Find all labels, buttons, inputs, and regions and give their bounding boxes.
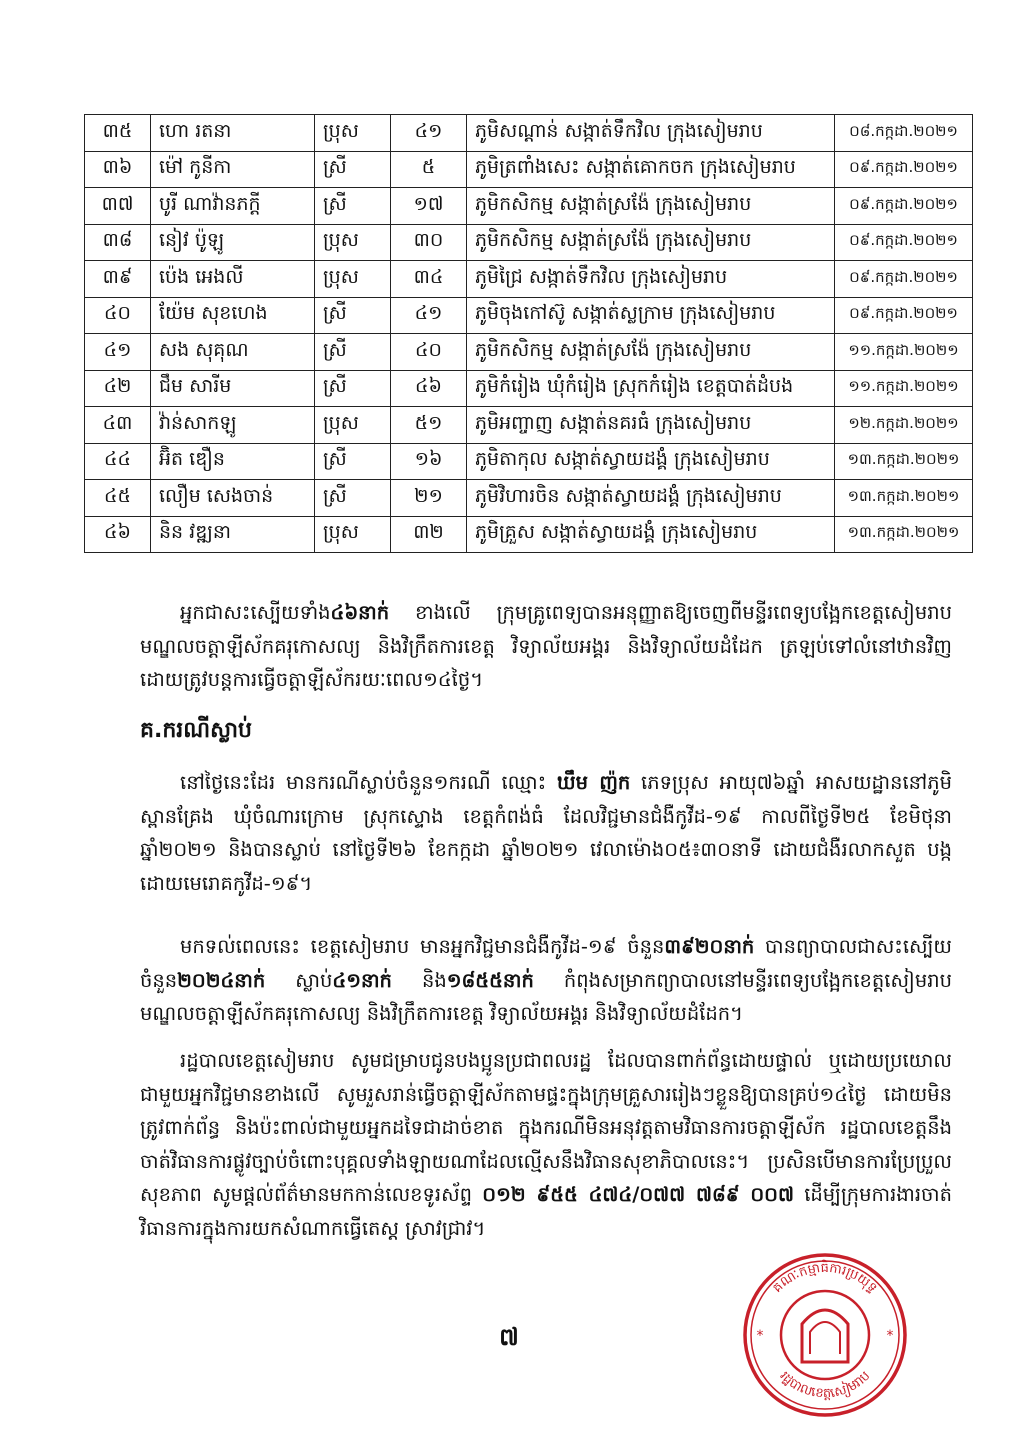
summary-text-2: បានព្យាបាលជាសះស្បើយចំនួន [140, 935, 953, 992]
cell-age: ២១ [391, 480, 467, 517]
cell-name: លឿម សេងចាន់ [151, 480, 315, 517]
recovered-count: ៤៦នាក់ [330, 601, 390, 624]
table-row [85, 407, 973, 444]
cell-address: ភូមិតាកុល សង្កាត់ស្វាយដង្គំ ក្រុងសៀមរាប [467, 443, 835, 480]
cell-age: ១៦ [391, 443, 467, 480]
cases-table-body [85, 115, 973, 553]
seal-top-text: គណៈកម្មាធិការប្រយុទ្ធ [770, 1260, 880, 1296]
cell-number: ៤៥ [85, 480, 151, 517]
cell-name: ម៉ៅ កូនីកា [151, 151, 315, 188]
cell-sex: ប្រុស [315, 224, 391, 261]
cell-number: ៤២ [85, 370, 151, 407]
cell-sex: ស្រី [315, 443, 391, 480]
table-row [85, 115, 973, 152]
death-text: ភេទប្រុស អាយុ៧៦ឆ្នាំ អាសយដ្ឋាននៅភូមិស្ពានគ្រែង ឃុំចំណារក្រោម ស្រុកស្ទោង ខេត្តកំពង់ធំ ដែលវិជ្ជមានជំងឺកូវីដ-១៩ កាលពីថ្ងៃទី២៥ ខែមិថុនា ឆ្នាំ២០២១ និងបានស្លាប់ នៅថ្ងៃទី២៦ ខែកក្កដា ឆ្នាំ២០២១ វេលាម៉ោង០៥៖៣០នាទី ដោយជំងឺរលាកសួត បង្កដោយមេរោគកូវីដ-១៩។ [140, 771, 952, 895]
recovered-text: ខាងលើ ក្រុមគ្រូពេទ្យបានអនុញ្ញាតឱ្យចេញពីមន្ទីរពេទ្យបង្អែកខេត្តសៀមរាប មណ្ឌលចត្តាឡីស័កគរុកោសល្យ និងវិក្រឹតការខេត្ត វិទ្យាល័យអង្គរ និងវិទ្យាល័យដំដែក ត្រឡប់ទៅលំនៅឋានវិញ ដោយត្រូវបន្តការធ្វើចត្តាឡីស័ករយៈពេល១៤ថ្ងៃ។ [140, 601, 952, 691]
cell-age: ៣៤ [391, 261, 467, 298]
cell-address: ភូមិកសិកម្ម សង្កាត់ស្រង៉ែ ក្រុងសៀមរាប [467, 188, 835, 225]
cell-number: ៣៧ [85, 188, 151, 225]
summary-paragraph [140, 930, 952, 1031]
cell-name: នៀវ ប៉ូឡូ [151, 224, 315, 261]
table-row [85, 151, 973, 188]
section-heading-deaths: គ.ករណីស្លាប់ [140, 718, 253, 743]
cell-date: ១១.កក្កដា.២០២១ [835, 334, 973, 371]
cell-address: ភូមិកំរៀង ឃុំកំរៀង ស្រុកកំរៀង ខេត្តបាត់ដំបង [467, 370, 835, 407]
table-row [85, 370, 973, 407]
cell-name: និន វឌ្ឍនា [151, 516, 315, 553]
cell-sex: ប្រុស [315, 115, 391, 152]
cell-name: យ៉ែម សុខហេង [151, 297, 315, 334]
cell-sex: ស្រី [315, 151, 391, 188]
cell-age: ៤០ [391, 334, 467, 371]
death-name: ឃឹម ញ៉ក [557, 771, 631, 794]
cell-date: ០៩.កក្កដា.២០២១ [835, 224, 973, 261]
cell-date: ១៣.កក្កដា.២០២១ [835, 516, 973, 553]
cell-sex: ស្រី [315, 370, 391, 407]
cell-address: ភូមិសណ្ដាន់ សង្កាត់ទឹកវិល ក្រុងសៀមរាប [467, 115, 835, 152]
cell-date: ០៩.កក្កដា.២០២១ [835, 297, 973, 334]
cell-age: ៥ [391, 151, 467, 188]
cell-date: ០៨.កក្កដា.២០២១ [835, 115, 973, 152]
seal-bottom-text: រដ្ឋបាលខេត្តសៀមរាប [776, 1368, 874, 1402]
cell-date: ១៣.កក្កដា.២០២១ [835, 443, 973, 480]
cell-number: ៣៨ [85, 224, 151, 261]
cell-name: អ៊ិត ឌឿន [151, 443, 315, 480]
cell-address: ភូមិចុងកៅស៊ូ សង្កាត់ស្លក្រាម ក្រុងសៀមរាប [467, 297, 835, 334]
recovered-paragraph [140, 596, 952, 697]
cell-date: ១៣.កក្កដា.២០២១ [835, 480, 973, 517]
cell-number: ៤០ [85, 297, 151, 334]
summary-text-4: និង [391, 968, 447, 992]
cell-date: ០៩.កក្កដា.២០២១ [835, 261, 973, 298]
table-row [85, 516, 973, 553]
cell-number: ៤៤ [85, 443, 151, 480]
cell-sex: ស្រី [315, 480, 391, 517]
table-row [85, 224, 973, 261]
summary-text-5: កំពុងសម្រាកព្យាបាលនៅមន្ទីរពេទ្យបង្អែកខេត្តសៀមរាប មណ្ឌលចត្តាឡីស័កគរុកោសល្យ និងវិក្រឹតការខេត្ត វិទ្យាល័យអង្គរ និងវិទ្យាល័យដំដែក។ [140, 968, 952, 1025]
cell-name: បូរី ណាវ៉ានភក្តី [151, 188, 315, 225]
notice-text-2: ដើម្បីក្រុមការងារចាត់វិធានការក្នុងការយកសំណាកធ្វើតេស្ត ស្រាវជ្រាវ។ [140, 1183, 952, 1240]
cell-name: សង សុគុណ [151, 334, 315, 371]
summary-total-cases: ៣៩២០នាក់ [664, 935, 755, 958]
svg-text:*: * [756, 1328, 764, 1344]
cell-age: ៤១ [391, 115, 467, 152]
cell-number: ៣៥ [85, 115, 151, 152]
table-row [85, 334, 973, 371]
cell-age: ៣០ [391, 224, 467, 261]
cell-number: ៤៣ [85, 407, 151, 444]
cell-number: ៤៦ [85, 516, 151, 553]
cell-name: ហោ រតនា [151, 115, 315, 152]
cell-sex: ប្រុស [315, 516, 391, 553]
cell-address: ភូមិកសិកម្ម សង្កាត់ស្រង៉ែ ក្រុងសៀមរាប [467, 224, 835, 261]
death-lead: នៅថ្ងៃនេះដែរ មានករណីស្លាប់ចំនួន១ករណី ឈ្មោះ [180, 771, 558, 794]
death-paragraph [140, 766, 952, 900]
cell-age: ៤១ [391, 297, 467, 334]
cell-address: ភូមិត្រពាំងសេះ សង្កាត់គោកចក ក្រុងសៀមរាប [467, 151, 835, 188]
cell-address: ភូមិគ្រួស សង្កាត់ស្វាយដង្គំ ក្រុងសៀមរាប [467, 516, 835, 553]
cell-number: ៣៩ [85, 261, 151, 298]
table-row [85, 261, 973, 298]
summary-text-1: មកទល់ពេលនេះ ខេត្តសៀមរាប មានអ្នកវិជ្ជមានជំងឺកូវីដ-១៩ ចំនួន [180, 935, 665, 958]
cell-date: ០៩.កក្កដា.២០២១ [835, 151, 973, 188]
cell-date: ០៩.កក្កដា.២០២១ [835, 188, 973, 225]
summary-deaths: ៤១នាក់ [332, 968, 392, 992]
cell-address: ភូមិវិហារចិន សង្កាត់ស្វាយដង្គំ ក្រុងសៀមរាប [467, 480, 835, 517]
cell-name: ប៉េង អេងលី [151, 261, 315, 298]
recovered-lead: អ្នកជាសះស្បើយទាំង [180, 601, 331, 624]
cell-name: វ៉ាន់សាកឡូ [151, 407, 315, 444]
cell-date: ១២.កក្កដា.២០២១ [835, 407, 973, 444]
table-row [85, 480, 973, 517]
cell-address: ភូមិអញ្ចាញ សង្កាត់នគរធំ ក្រុងសៀមរាប [467, 407, 835, 444]
summary-recovered: ២០២៤នាក់ [177, 968, 266, 992]
cell-age: ៣២ [391, 516, 467, 553]
summary-text-3: ស្លាប់ [265, 968, 333, 992]
cell-sex: ស្រី [315, 297, 391, 334]
summary-in-treatment: ១៨៥៥នាក់ [446, 968, 534, 992]
cell-sex: ស្រី [315, 188, 391, 225]
cell-sex: ស្រី [315, 334, 391, 371]
cell-name: ជឹម សារីម [151, 370, 315, 407]
notice-phone: ០១២ ៩៥៥ ៤៧៤/០៧៧ ៧៨៩ ០០៧ [482, 1183, 794, 1206]
notice-text-1: រដ្ឋបាលខេត្តសៀមរាប សូមជម្រាបជូនបងប្អូនប្រជាពលរដ្ឋ ដែលបានពាក់ព័ន្ធដោយផ្ទាល់ ឬដោយប្រយោល ជាមួយអ្នកវិជ្ជមានខាងលើ សូមរួសរាន់ធ្វើចត្តាឡីស័កតាមផ្ទះក្នុងក្រុមគ្រួសាររៀងៗខ្លួនឱ្យបានគ្រប់១៤ថ្ងៃ ដោយមិនត្រូវពាក់ព័ន្ធ និងប៉ះពាល់ជាមួយអ្នកដទៃជាដាច់ខាត ក្នុងករណីមិនអនុវត្តតាមវិធានការចត្តាឡីស័ក រដ្ឋបាលខេត្តនឹងចាត់វិធានការផ្លូវច្បាប់ចំពោះបុគ្គលទាំងឡាយណាដែលល្មើសនឹងវិធានសុខាភិបាលនេះ។ ប្រសិនបើមានការប្រែប្រួលសុខភាព សូមផ្តល់ព័ត៌មានមកកាន់លេខទូរស័ព្ទ [140, 1049, 952, 1206]
cell-age: ៤៦ [391, 370, 467, 407]
cell-age: ៥១ [391, 407, 467, 444]
notice-paragraph [140, 1044, 952, 1245]
cell-age: ១៧ [391, 188, 467, 225]
cell-date: ១១.កក្កដា.២០២១ [835, 370, 973, 407]
cell-number: ៣៦ [85, 151, 151, 188]
svg-text:*: * [886, 1328, 894, 1344]
cell-address: ភូមិជ្រៃ សង្កាត់ទឹកវិល ក្រុងសៀមរាប [467, 261, 835, 298]
table-row [85, 188, 973, 225]
cell-sex: ប្រុស [315, 261, 391, 298]
page-number: ៧ [499, 1323, 519, 1351]
cell-address: ភូមិកសិកម្ម សង្កាត់ស្រង៉ែ ក្រុងសៀមរាប [467, 334, 835, 371]
cell-sex: ប្រុស [315, 407, 391, 444]
official-seal-icon [740, 1250, 910, 1420]
table-row [85, 443, 973, 480]
table-row [85, 297, 973, 334]
cases-table [84, 114, 973, 553]
cell-number: ៤១ [85, 334, 151, 371]
